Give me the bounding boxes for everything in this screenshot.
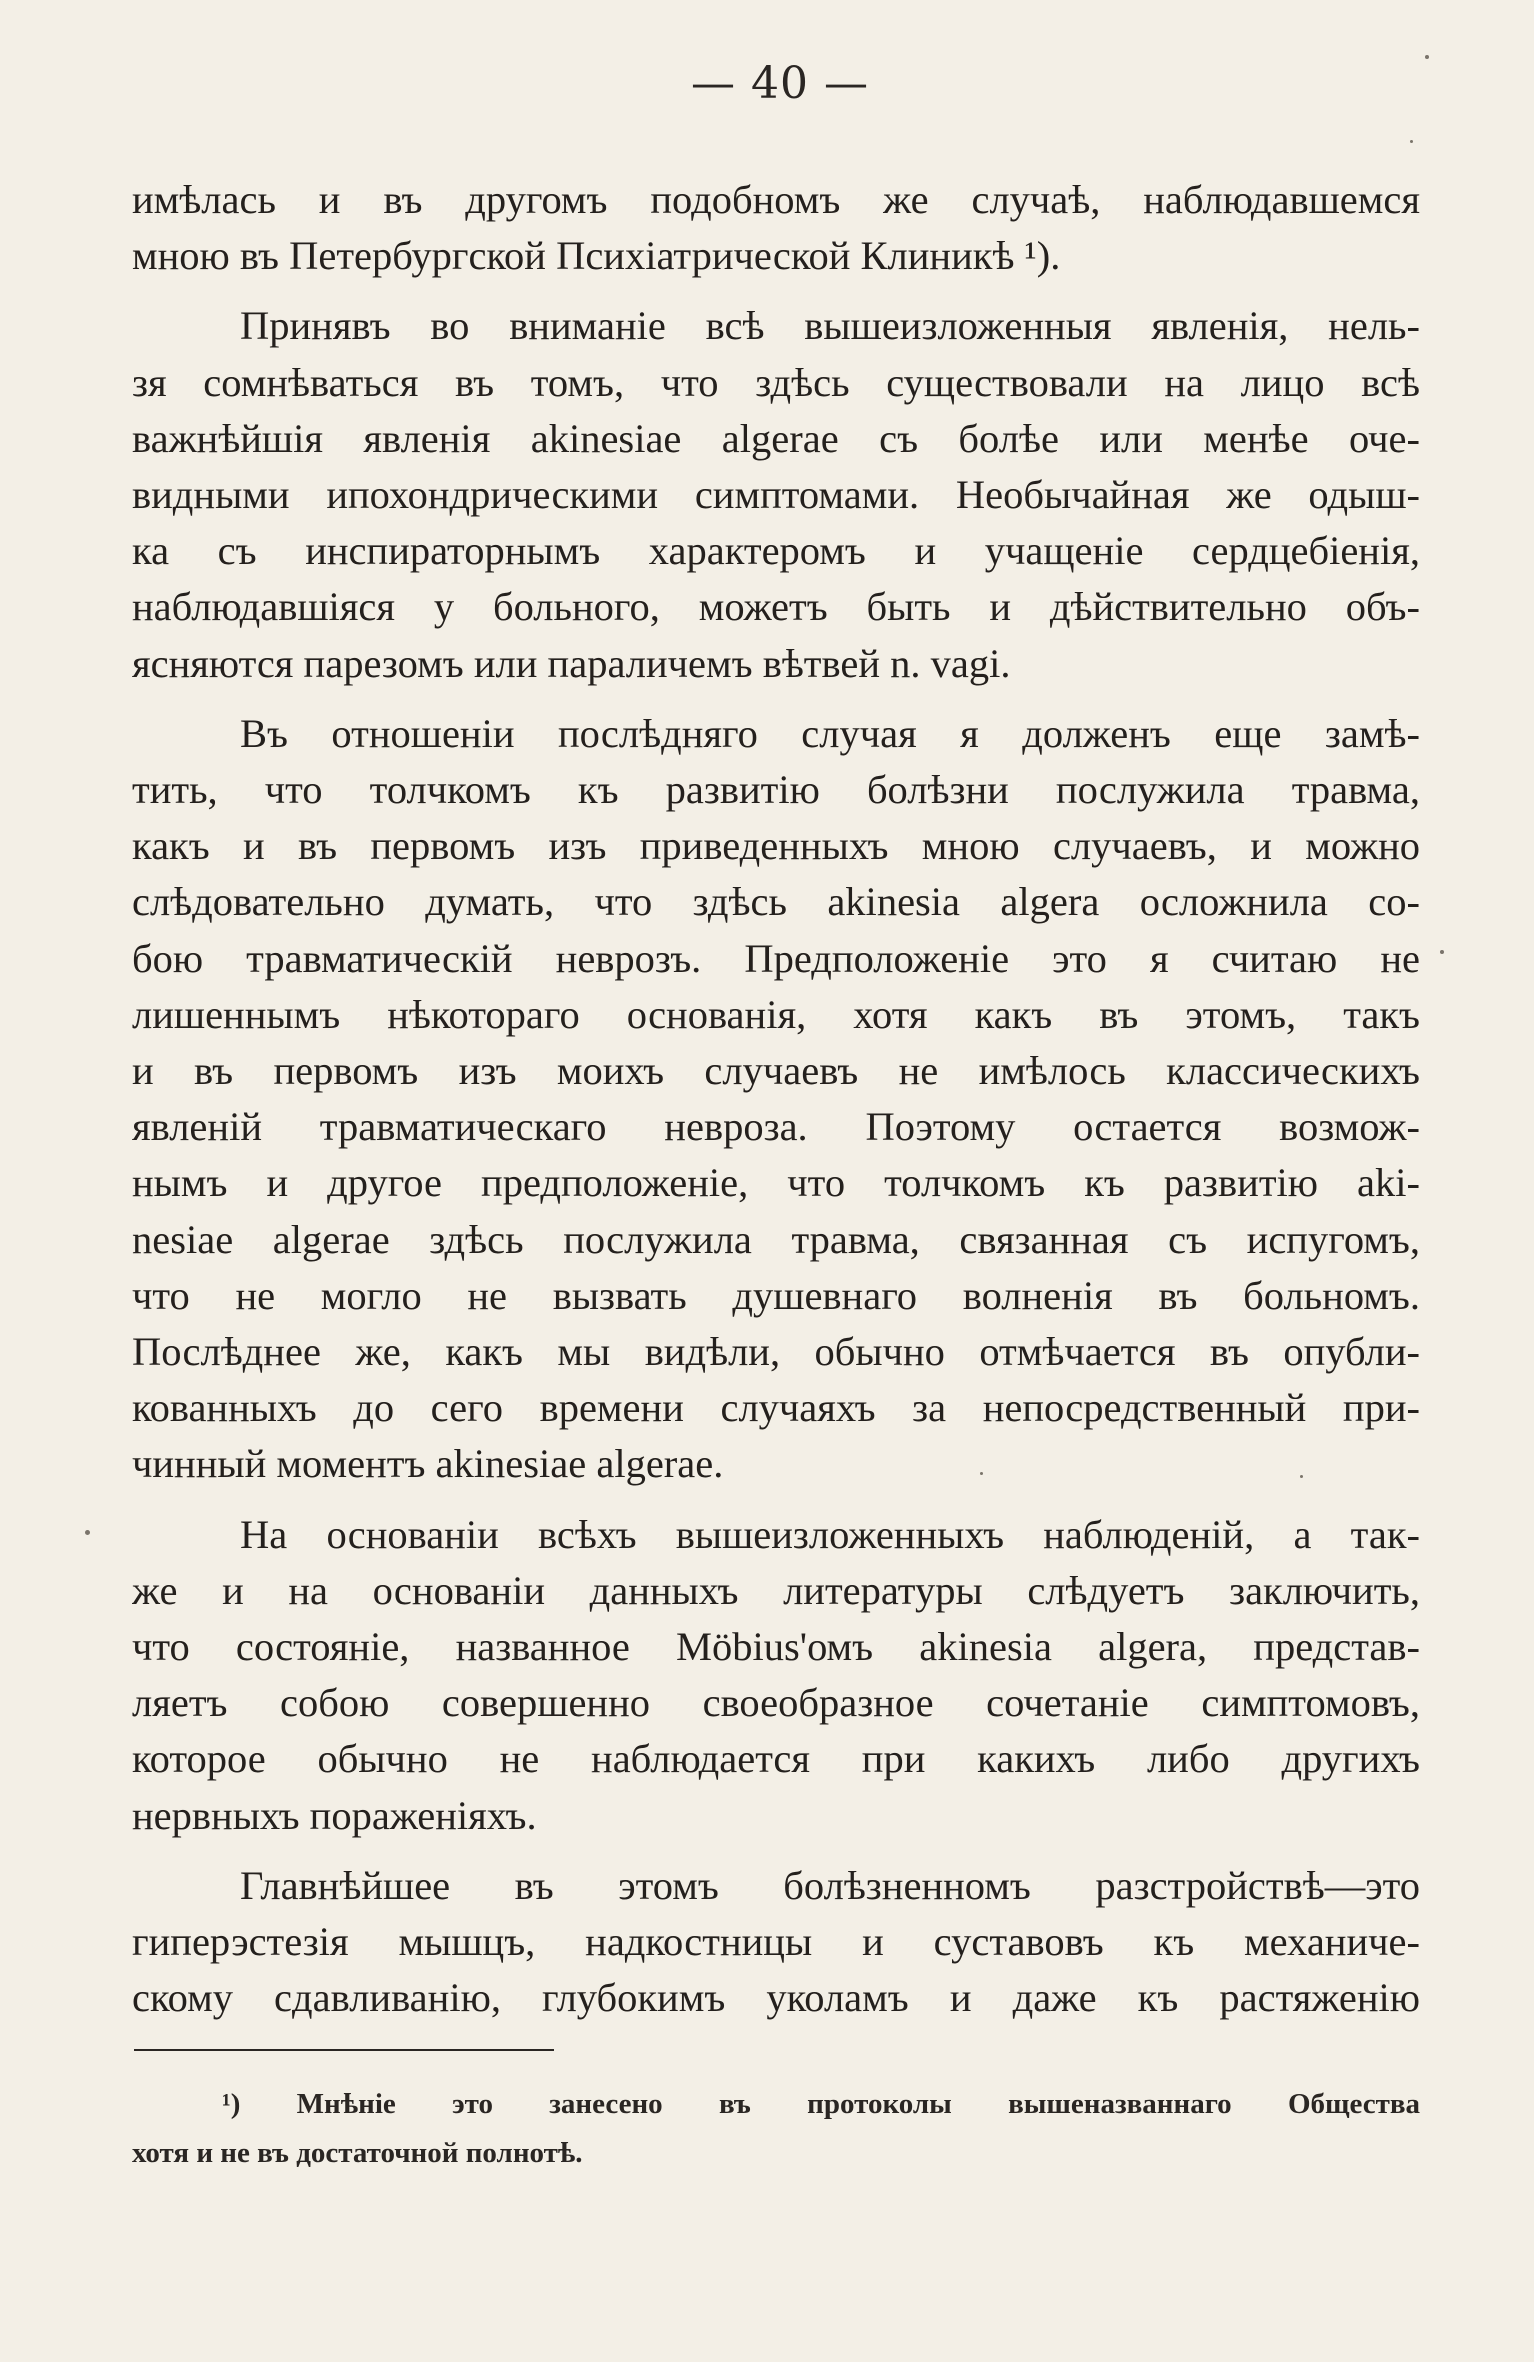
text-line: Послѣднее же, какъ мы видѣли, обычно отмѣчается въ опубли- [132, 1329, 1420, 1375]
text-line: нервныхъ пораженіяхъ. [132, 1792, 537, 1838]
text-line: зя сомнѣваться въ томъ, что здѣсь существовали на лицо всѣ [132, 359, 1420, 405]
text-line: видными ипохондрическими симптомами. Необычайная же одыш- [132, 472, 1420, 518]
text-line: слѣдовательно думать, что здѣсь akinesia algera осложнила со- [132, 879, 1420, 925]
paper-speck [1410, 140, 1413, 143]
text-line: что состояніе, названное Möbius'омъ akinesia algera, представ- [132, 1624, 1420, 1670]
text-line: кованныхъ до сего времени случаяхъ за непосредственный при- [132, 1385, 1420, 1431]
footnote-line: хотя и не въ достаточной полнотѣ. [132, 2137, 583, 2169]
footnote [132, 2080, 1420, 2178]
paragraph-5 [132, 1858, 1420, 2027]
paragraph-1 [132, 172, 1420, 284]
paragraph-3 [132, 706, 1420, 1493]
text-line: явленій травматическаго невроза. Поэтому остается возмож- [132, 1104, 1420, 1150]
text-line: и въ первомъ изъ моихъ случаевъ не имѣлось классическихъ [132, 1048, 1420, 1094]
text-line: наблюдавшіяся у больного, можетъ быть и дѣйствительно объ- [132, 584, 1420, 630]
text-line: тить, что толчкомъ къ развитію болѣзни послужила травма, [132, 767, 1420, 813]
text-line: Въ отношеніи послѣдняго случая я долженъ еще замѣ- [240, 710, 1420, 756]
text-line: бою травматическій неврозъ. Предположеніе это я считаю не [132, 935, 1420, 981]
text-line: лишеннымъ нѣкотораго основанія, хотя какъ въ этомъ, такъ [132, 991, 1420, 1037]
text-line: важнѣйшія явленія akinesiae algerae съ болѣе или менѣе оче- [132, 415, 1420, 461]
text-line: что не могло не вызвать душевнаго волненія въ больномъ. [132, 1272, 1420, 1318]
text-line: nesiae algerae здѣсь послужила травма, связанная съ испугомъ, [132, 1216, 1420, 1262]
body-text [132, 172, 1420, 2027]
page-number: — 40 — [691, 58, 869, 109]
footnote-divider [134, 2049, 554, 2051]
paragraph-2 [132, 298, 1420, 691]
text-line: На основаніи всѣхъ вышеизложенныхъ наблюденій, а так- [240, 1511, 1420, 1557]
paper-speck [1425, 55, 1429, 59]
text-line: ка съ инспираторнымъ характеромъ и учащеніе сердцебіенія, [132, 528, 1420, 574]
text-line: нымъ и другое предположеніе, что толчкомъ къ развитію aki- [132, 1160, 1420, 1206]
text-line: ляетъ собою совершенно своеобразное сочетаніе симптомовъ, [132, 1680, 1420, 1726]
paper-speck [1440, 950, 1444, 954]
paper-speck [85, 1530, 90, 1535]
text-line: чинный моментъ akinesiae algerae. [132, 1441, 724, 1487]
text-line: какъ и въ первомъ изъ приведенныхъ мною случаевъ, и можно [132, 823, 1420, 869]
text-line: скому сдавливанію, глубокимъ уколамъ и даже къ растяженію [132, 1975, 1420, 2021]
text-line: ясняются парезомъ или параличемъ вѣтвей n. vagi. [132, 640, 1011, 686]
text-line: Главнѣйшее въ этомъ болѣзненномъ разстройствѣ—это [240, 1862, 1420, 1908]
paragraph-4 [132, 1507, 1420, 1844]
text-line: гиперэстезія мышцъ, надкостницы и суставовъ къ механиче- [132, 1919, 1420, 1965]
footnote-line: ¹) Мнѣніе это занесено въ протоколы вышеназваннаго Общества [222, 2088, 1420, 2120]
paper-speck [980, 1472, 983, 1475]
text-line: Принявъ во вниманіе всѣ вышеизложенныя явленія, нель- [240, 303, 1420, 349]
text-line: имѣлась и въ другомъ подобномъ же случаѣ, наблюдавшемся [132, 177, 1420, 222]
text-line: мною въ Петербургской Психіатрической Клиникѣ ¹). [132, 233, 1061, 279]
paper-speck [1300, 1475, 1303, 1478]
text-line: которое обычно не наблюдается при какихъ либо другихъ [132, 1736, 1420, 1782]
text-line: же и на основаніи данныхъ литературы слѣдуетъ заключить, [132, 1567, 1420, 1613]
